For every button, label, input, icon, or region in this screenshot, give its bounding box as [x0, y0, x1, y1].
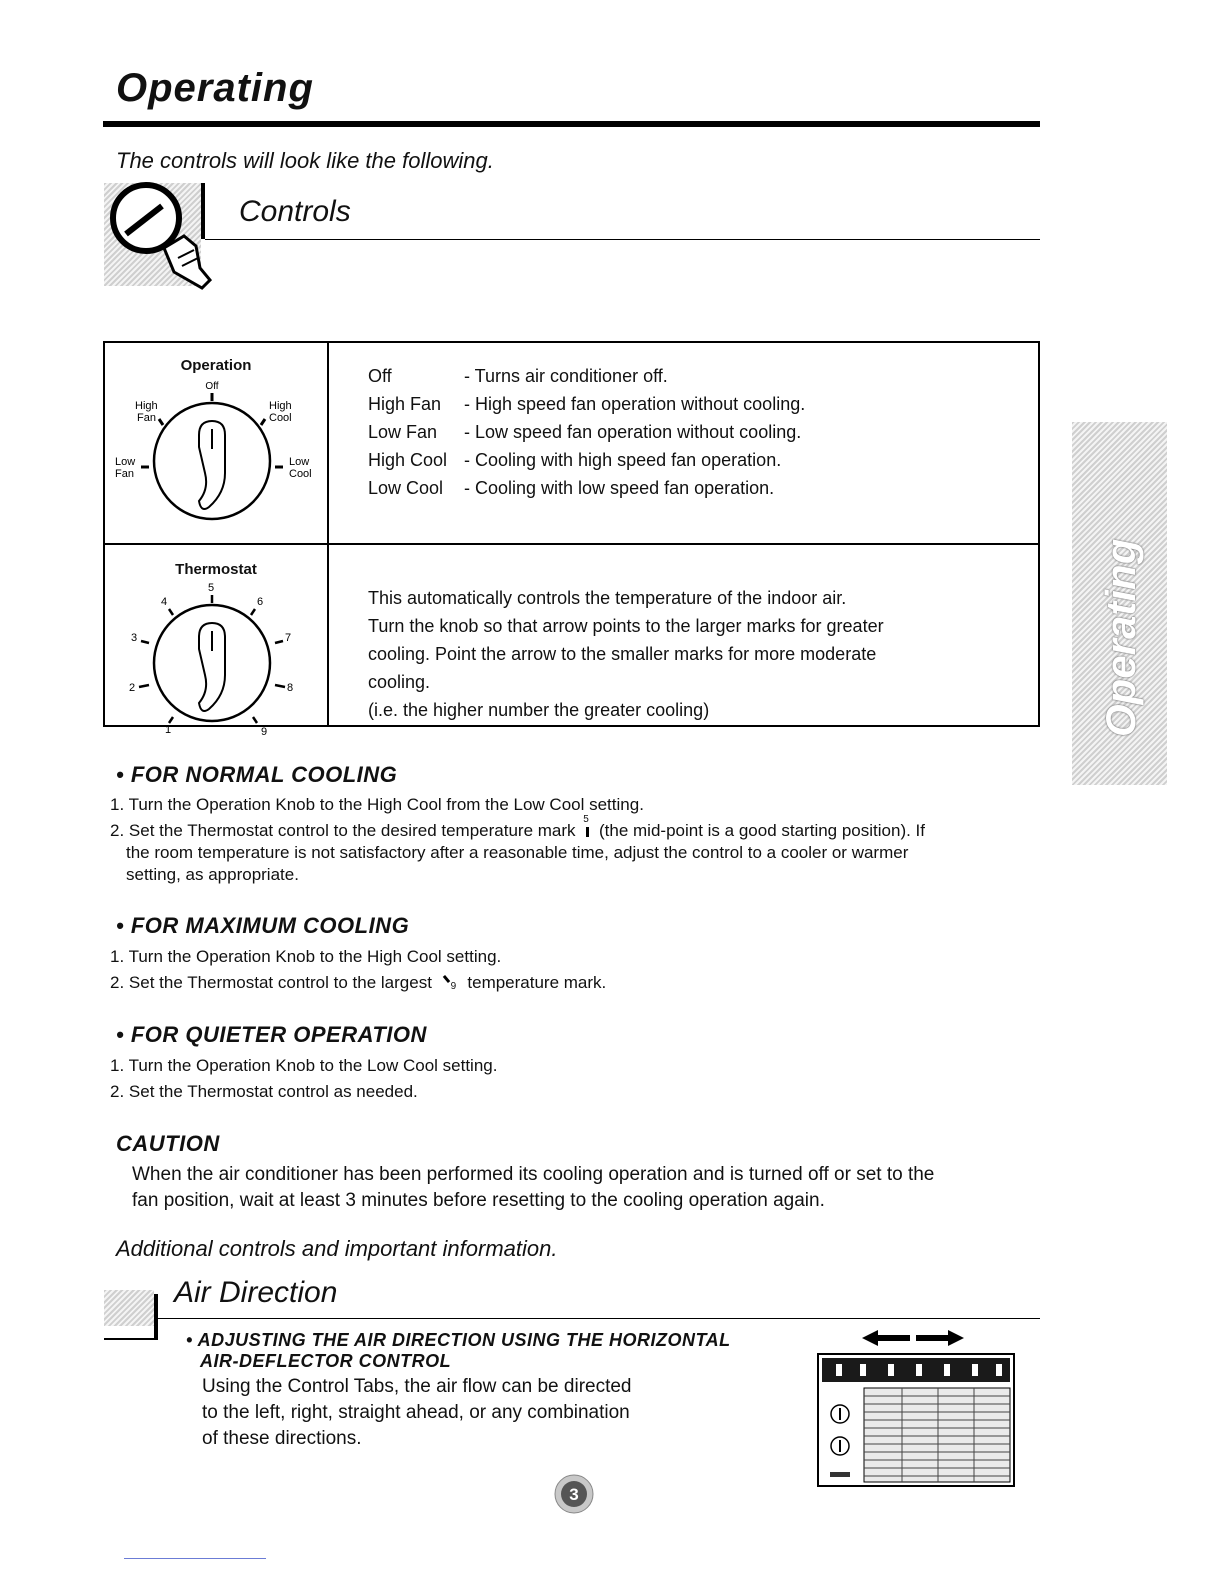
setting-row-low-fan [368, 418, 1037, 446]
setting-desc: - Cooling with low speed fan operation. [464, 478, 775, 498]
setting-row-off [368, 362, 1037, 390]
mark-9-symbol [437, 972, 463, 994]
setting-term: Low Fan [368, 422, 438, 442]
mark-4: 4 [161, 596, 168, 608]
air-conditioner-illustration [812, 1326, 1022, 1490]
mark-2: 2 [129, 682, 136, 694]
thermostat-line: This automatically controls the temperature of the indoor air. [368, 588, 847, 608]
step2-text-a: 2. Set the Thermostat control to the desired temperature mark [110, 821, 576, 840]
mark-5: 5 [208, 582, 215, 594]
air-direction-rule [158, 1318, 1040, 1319]
air-direction-line-2: to the left, right, straight ahead, or any combination [202, 1402, 630, 1423]
low-cool-label-low: Low [289, 456, 310, 468]
mark-9-number: 9 [450, 981, 457, 992]
controls-section-rule [205, 239, 1040, 240]
thermostat-line: cooling. Point the arrow to the smaller marks for more moderate [368, 644, 877, 664]
setting-desc: - High speed fan operation without cooling. [464, 394, 806, 414]
low-cool-label-cool: Cool [289, 468, 312, 480]
operation-knob-icon[interactable] [105, 343, 327, 543]
maximum-cooling-heading: • FOR MAXIMUM COOLING [116, 913, 410, 938]
thermostat-line: (i.e. the higher number the greater cooling) [368, 700, 710, 720]
knob-hand-icon [104, 176, 224, 296]
maximum-cooling-steps [110, 946, 1040, 994]
air-direction-title: Air Direction [174, 1276, 338, 1309]
air-direction-heading-2: AIR-DEFLECTOR CONTROL [200, 1351, 452, 1371]
air-direction-line-1: Using the Control Tabs, the air flow can be directed [202, 1376, 632, 1397]
setting-desc: - Low speed fan operation without cooling. [464, 422, 802, 442]
thermostat-knob-title: Thermostat [175, 561, 257, 578]
thermostat-knob-cell [104, 544, 328, 735]
mark-7: 7 [285, 632, 292, 644]
intro-text: The controls will look like the following. [116, 148, 494, 173]
off-label: Off [205, 381, 219, 392]
operation-settings-cell [328, 342, 1039, 544]
step2-text-c: the room temperature is not satisfactory after a reasonable time, adjust the control to a cooler or warmer [126, 843, 909, 862]
caution-line-2: fan position, wait at least 3 minutes before resetting to the cooling operation again. [132, 1190, 825, 1211]
mark-9: 9 [261, 726, 268, 735]
normal-cooling-step-1: 1. Turn the Operation Knob to the High Cool from the Low Cool setting. [110, 795, 644, 814]
mark-6: 6 [257, 596, 264, 608]
mark-1: 1 [165, 724, 172, 735]
setting-term: Off [368, 366, 392, 386]
normal-cooling-steps [110, 794, 1040, 886]
air-direction-line-3: of these directions. [202, 1428, 362, 1449]
normal-cooling-step-2 [110, 814, 1040, 842]
bottom-link-rule [124, 1558, 266, 1559]
maximum-cooling-step-2 [110, 972, 1040, 994]
operation-knob-title: Operation [180, 357, 252, 374]
setting-row-high-fan [368, 390, 1037, 418]
high-fan-label-fan: Fan [137, 412, 156, 424]
thermostat-line: Turn the knob so that arrow points to the larger marks for greater [368, 616, 884, 636]
low-fan-label-low: Low [115, 456, 136, 468]
setting-term: High Cool [368, 450, 448, 470]
thermostat-text-cell [328, 544, 1039, 726]
operation-knob-cell [104, 342, 328, 544]
max-step2-text-b: temperature mark. [467, 973, 607, 992]
controls-table [103, 341, 1040, 735]
air-direction-text [186, 1374, 806, 1452]
normal-cooling-heading: • FOR NORMAL COOLING [116, 762, 398, 787]
setting-row-low-cool [368, 474, 1037, 502]
mark-5-number: 5 [583, 814, 589, 825]
caution-heading: CAUTION [116, 1131, 220, 1156]
thermostat-line: cooling. [368, 672, 431, 692]
controls-section-title: Controls [239, 195, 351, 228]
side-tab [1072, 422, 1167, 785]
step2-text-b: (the mid-point is a good starting position). If [599, 821, 925, 840]
mark-8: 8 [287, 682, 294, 694]
setting-term: High Fan [368, 394, 442, 414]
page-number: 3 [569, 1485, 579, 1504]
setting-row-high-cool [368, 446, 1037, 474]
setting-term: Low Cool [368, 478, 444, 498]
maximum-cooling-step-1: 1. Turn the Operation Knob to the High Cool setting. [110, 947, 502, 966]
title-rule [103, 121, 1040, 127]
high-cool-label-cool: Cool [269, 412, 292, 424]
mark-3: 3 [131, 632, 138, 644]
high-fan-label-high: High [135, 400, 158, 412]
air-direction-section-shade [104, 1290, 154, 1326]
quieter-operation-section [116, 1022, 427, 1048]
setting-desc: - Cooling with high speed fan operation. [464, 450, 782, 470]
air-flow-arrows-icon [862, 1330, 964, 1346]
quieter-step-1: 1. Turn the Operation Knob to the Low Cool setting. [110, 1056, 498, 1075]
mark-5-symbol [580, 814, 594, 842]
thermostat-knob-icon[interactable] [105, 545, 327, 735]
normal-cooling-section [116, 762, 1036, 788]
air-direction-section-bar [154, 1294, 158, 1340]
additional-intro: Additional controls and important information. [116, 1236, 558, 1261]
caution-line-1: When the air conditioner has been performed its cooling operation and is turned off or set to the [132, 1164, 935, 1185]
caution-section [116, 1131, 220, 1157]
step2-text-d: setting, as appropriate. [126, 865, 299, 884]
low-fan-label-fan: Fan [115, 468, 134, 480]
caution-body [132, 1162, 1042, 1214]
page-title: Operating [116, 66, 314, 110]
setting-desc: - Turns air conditioner off. [464, 366, 668, 386]
maximum-cooling-section [116, 913, 409, 939]
air-direction-heading-1: • ADJUSTING THE AIR DIRECTION USING THE HORIZONTAL [186, 1330, 731, 1350]
quieter-operation-heading: • FOR QUIETER OPERATION [116, 1022, 427, 1047]
air-direction-section-underbar [104, 1338, 158, 1340]
quieter-step-2: 2. Set the Thermostat control as needed. [110, 1082, 418, 1101]
page-number-badge [552, 1472, 596, 1516]
air-direction-body [186, 1330, 806, 1452]
side-tab-label: Operating [1097, 538, 1144, 737]
high-cool-label-high: High [269, 400, 292, 412]
max-step2-text-a: 2. Set the Thermostat control to the largest [110, 973, 432, 992]
mark-9-tick [442, 975, 449, 983]
quieter-operation-steps [110, 1055, 1040, 1103]
